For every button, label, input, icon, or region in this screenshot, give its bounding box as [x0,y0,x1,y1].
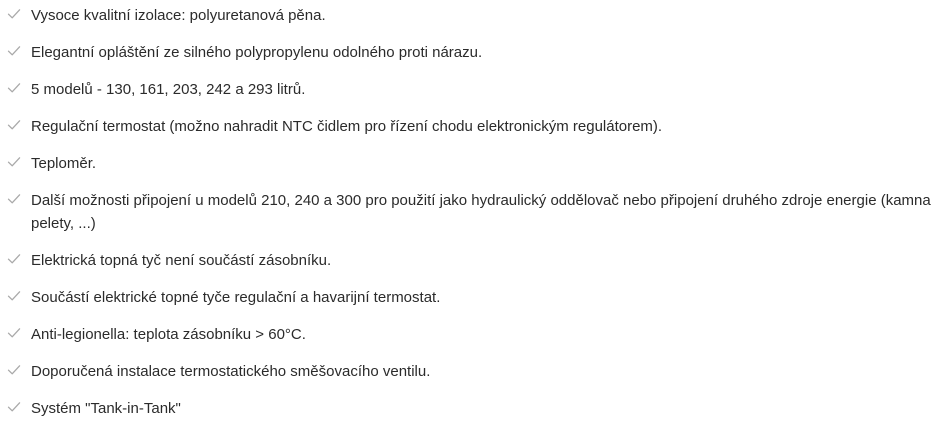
list-item [0,41,939,64]
list-item-text: Anti-legionella: teplota zásobníku > 60°C. [31,326,306,343]
list-item-text: Teploměr. [31,155,97,172]
list-item-text: 5 modelů - 130, 161, 203, 242 a 293 litrů. [31,81,306,98]
list-item [0,286,939,309]
list-item [0,152,939,175]
checkmark-icon [7,192,21,206]
list-item-text: Regulační termostat (možno nahradit NTC čidlem pro řízení chodu elektronickým regulátorem). [31,118,663,135]
list-item-text: Elektrická topná tyč není součástí zásobníku. [31,252,332,269]
list-item-text: Vysoce kvalitní izolace: polyuretanová pěna. [31,7,326,24]
list-item [0,115,939,138]
list-item [0,360,939,383]
list-item-text: Další možnosti připojení u modelů 210, 240 a 300 pro použití jako hydraulický oddělovač nebo připojení druhého zdroje energie (kamna pelety, ...) [31,192,931,232]
checkmark-icon [7,118,21,132]
list-item [0,4,939,27]
checkmark-icon [7,326,21,340]
checkmark-icon [7,81,21,95]
checkmark-icon [7,155,21,169]
list-item-text: Součástí elektrické topné tyče regulační a havarijní termostat. [31,289,441,306]
list-item [0,397,939,420]
list-item-text: Elegantní opláštění ze silného polypropylenu odolného proti nárazu. [31,44,483,61]
list-item [0,78,939,101]
checkmark-icon [7,252,21,266]
checkmark-icon [7,400,21,414]
list-item [0,323,939,346]
checkmark-icon [7,289,21,303]
list-item-text: Systém "Tank-in-Tank" [31,400,181,417]
checkmark-icon [7,363,21,377]
checkmark-icon [7,44,21,58]
list-item [0,249,939,272]
checkmark-icon [7,7,21,21]
list-item-text: Doporučená instalace termostatického směšovacího ventilu. [31,363,431,380]
list-item [0,189,939,235]
